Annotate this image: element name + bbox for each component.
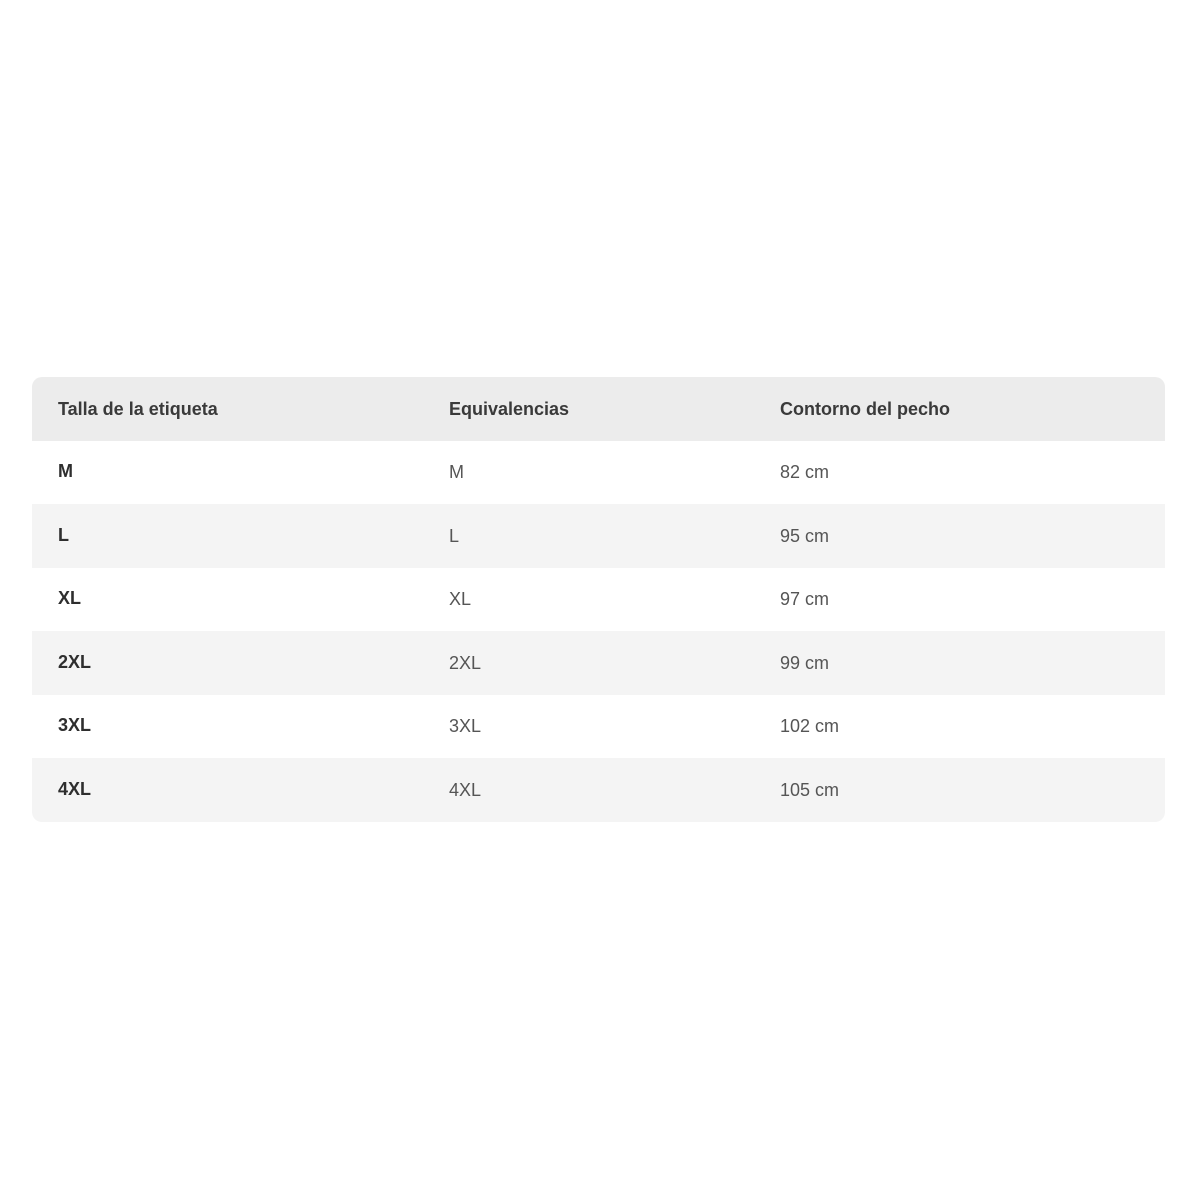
header-label-size: Talla de la etiqueta bbox=[58, 398, 218, 419]
table-row bbox=[32, 631, 1165, 695]
table-header-row bbox=[32, 377, 1165, 441]
cell-label-size: 4XL bbox=[58, 778, 92, 799]
table-row bbox=[32, 504, 1165, 568]
header-equivalence: Equivalencias bbox=[449, 398, 570, 419]
table-row bbox=[32, 568, 1165, 632]
cell-equivalence: 3XL bbox=[449, 716, 482, 737]
cell-chest: 99 cm bbox=[780, 652, 830, 673]
cell-equivalence: 2XL bbox=[449, 652, 482, 673]
cell-chest: 97 cm bbox=[780, 589, 830, 610]
table-row bbox=[32, 758, 1165, 822]
cell-label-size: M bbox=[58, 461, 73, 482]
table-row bbox=[32, 695, 1165, 759]
cell-chest: 102 cm bbox=[780, 716, 840, 737]
cell-label-size: L bbox=[58, 524, 69, 545]
cell-chest: 105 cm bbox=[780, 779, 840, 800]
cell-equivalence: M bbox=[449, 462, 464, 483]
cell-label-size: XL bbox=[58, 588, 82, 609]
cell-label-size: 2XL bbox=[58, 651, 92, 672]
cell-equivalence: 4XL bbox=[449, 779, 482, 800]
cell-chest: 95 cm bbox=[780, 525, 830, 546]
cell-equivalence: XL bbox=[449, 589, 472, 610]
cell-equivalence: L bbox=[449, 525, 460, 546]
cell-label-size: 3XL bbox=[58, 715, 92, 736]
size-chart-table bbox=[32, 377, 1165, 822]
cell-chest: 82 cm bbox=[780, 462, 830, 483]
header-chest: Contorno del pecho bbox=[780, 398, 950, 419]
table-row bbox=[32, 441, 1165, 505]
